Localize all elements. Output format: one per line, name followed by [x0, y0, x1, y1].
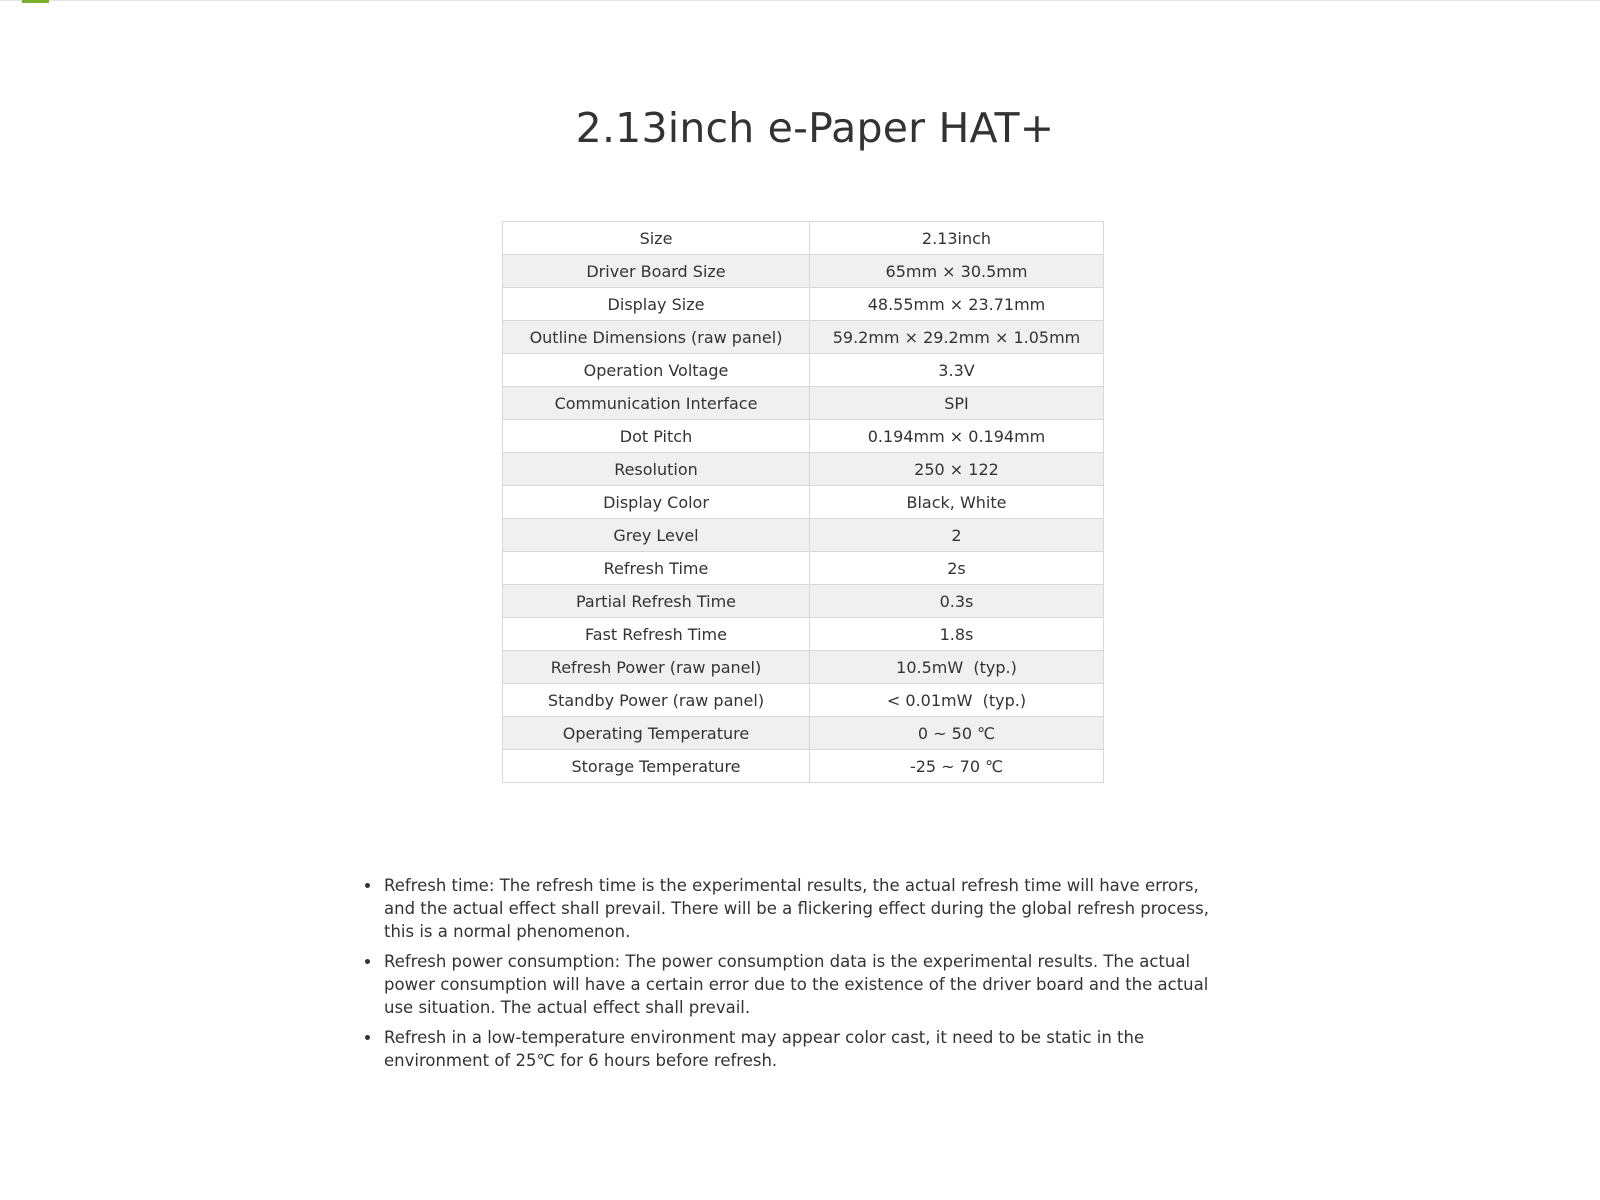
spec-value: Black, White — [810, 486, 1104, 519]
spec-value: -25 ~ 70 ℃ — [810, 750, 1104, 783]
spec-key: Resolution — [503, 453, 810, 486]
spec-key: Communication Interface — [503, 387, 810, 420]
table-row — [503, 519, 1104, 552]
spec-key: Display Color — [503, 486, 810, 519]
spec-key: Size — [503, 222, 810, 255]
spec-key: Refresh Time — [503, 552, 810, 585]
spec-key: Dot Pitch — [503, 420, 810, 453]
table-row — [503, 387, 1104, 420]
spec-value: 3.3V — [810, 354, 1104, 387]
spec-value: 250 × 122 — [810, 453, 1104, 486]
note-refresh-power: • Refresh power consumption: The power consumption data is the experimental results. The actual power consumption will have a certain error due to the existence of the driver board and the actual use situation. The actual effect shall prevail. — [382, 950, 1232, 1019]
table-row — [503, 321, 1104, 354]
spec-key: Driver Board Size — [503, 255, 810, 288]
spec-value: 48.55mm × 23.71mm — [810, 288, 1104, 321]
spec-value: 59.2mm × 29.2mm × 1.05mm — [810, 321, 1104, 354]
table-row — [503, 255, 1104, 288]
spec-value: 2s — [810, 552, 1104, 585]
spec-value: 1.8s — [810, 618, 1104, 651]
table-row — [503, 750, 1104, 783]
spec-key: Operating Temperature — [503, 717, 810, 750]
spec-key: Standby Power (raw panel) — [503, 684, 810, 717]
table-row — [503, 288, 1104, 321]
spec-value: 0 ~ 50 ℃ — [810, 717, 1104, 750]
note-low-temperature: • Refresh in a low-temperature environment may appear color cast, it need to be static in the environment of 25℃ for 6 hours before refresh. — [382, 1026, 1232, 1072]
page-title: 2.13inch e-Paper HAT+ — [575, 104, 1055, 152]
spec-value: < 0.01mW (typ.) — [810, 684, 1104, 717]
spec-key: Fast Refresh Time — [503, 618, 810, 651]
table-row — [503, 354, 1104, 387]
spec-key: Refresh Power (raw panel) — [503, 651, 810, 684]
spec-key: Storage Temperature — [503, 750, 810, 783]
spec-key: Outline Dimensions (raw panel) — [503, 321, 810, 354]
table-row — [503, 684, 1104, 717]
spec-key: Display Size — [503, 288, 810, 321]
table-row — [503, 717, 1104, 750]
table-row — [503, 486, 1104, 519]
table-row — [503, 552, 1104, 585]
table-row — [503, 651, 1104, 684]
spec-value: 2.13inch — [810, 222, 1104, 255]
spec-value: 0.194mm × 0.194mm — [810, 420, 1104, 453]
spec-table — [502, 221, 1104, 783]
spec-key: Operation Voltage — [503, 354, 810, 387]
spec-key: Partial Refresh Time — [503, 585, 810, 618]
table-row — [503, 618, 1104, 651]
note-refresh-time: • Refresh time: The refresh time is the experimental results, the actual refresh time will have errors, and the actual effect shall prevail. There will be a flickering effect during the global refresh process, this is a normal phenomenon. — [382, 874, 1232, 943]
table-row — [503, 453, 1104, 486]
top-divider — [0, 0, 1600, 1]
accent-tab — [22, 0, 49, 3]
spec-key: Grey Level — [503, 519, 810, 552]
spec-value: 10.5mW (typ.) — [810, 651, 1104, 684]
table-row — [503, 420, 1104, 453]
spec-value: 65mm × 30.5mm — [810, 255, 1104, 288]
table-row — [503, 585, 1104, 618]
spec-value: SPI — [810, 387, 1104, 420]
spec-value: 2 — [810, 519, 1104, 552]
notes-list — [364, 874, 1232, 1079]
spec-value: 0.3s — [810, 585, 1104, 618]
table-row — [503, 222, 1104, 255]
